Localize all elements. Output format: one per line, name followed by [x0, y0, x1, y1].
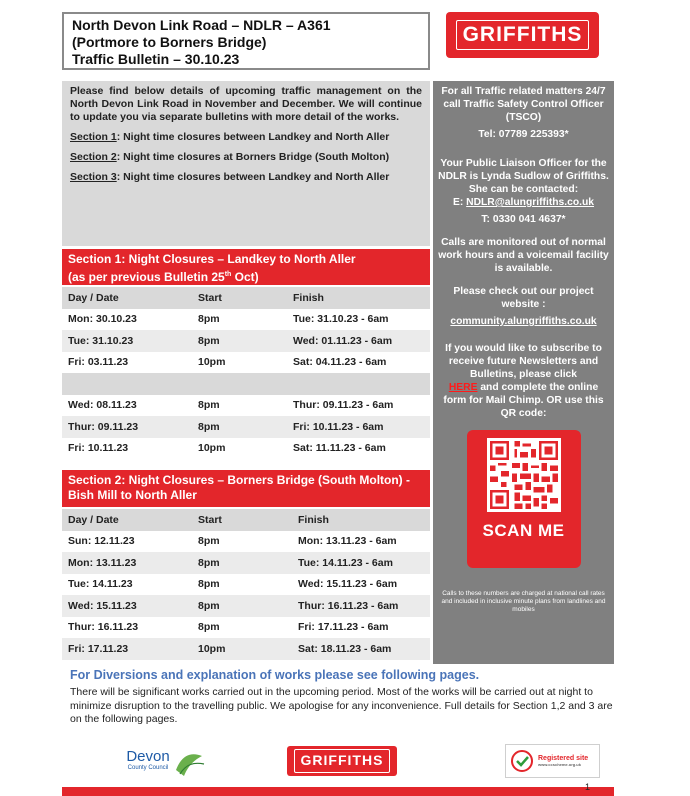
finish-cell — [287, 373, 430, 395]
day-date-cell: Wed: 15.11.23 — [62, 595, 192, 617]
finish-cell: Fri: 10.11.23 - 6am — [287, 416, 430, 438]
column-header: Finish — [287, 287, 430, 309]
column-header: Day / Date — [62, 509, 192, 531]
subscribe-text-2: and complete the online form for Mail Chimp. OR use this QR code: — [443, 382, 604, 419]
start-cell: 10pm — [192, 638, 292, 660]
intro-section-3 — [70, 171, 422, 184]
intro-paragraph: Please find below details of upcoming traffic management on the North Devon Link Road in November and December. We will continue to update you via separate bulletins with more detail of the works. — [70, 85, 422, 123]
day-date-cell: Mon: 13.11.23 — [62, 552, 192, 574]
start-cell: 8pm — [192, 330, 287, 352]
day-date-cell: Thur: 09.11.23 — [62, 416, 192, 438]
section-3-label: Section 3 — [70, 171, 117, 183]
start-cell: 8pm — [192, 595, 292, 617]
registered-site-label: Registered site — [538, 755, 589, 762]
diversions-text: There will be significant works carried out in the upcoming period. Most of the works will be carried out at night to minimize disruption to the travelling public. We apologise for any inconvenience. Full details for Section 1,2 and 3 are on the following pages. — [70, 686, 613, 725]
devon-wordmark: Devon — [126, 748, 170, 765]
plo-email-line — [437, 196, 610, 209]
column-header: Start — [192, 287, 287, 309]
devon-county-council-logo — [118, 748, 208, 778]
project-website-link[interactable]: community.alungriffiths.co.uk — [450, 316, 597, 327]
day-date-cell — [62, 373, 192, 395]
start-cell: 10pm — [192, 352, 287, 374]
plo-text: Your Public Liaison Officer for the NDLR is Lynda Sudlow of Griffiths. She can be contacted: — [438, 158, 609, 195]
section-1-heading-part-c: Oct) — [231, 270, 259, 284]
column-header: Start — [192, 509, 292, 531]
contact-sidebar — [433, 81, 614, 664]
subscribe-here-link[interactable]: HERE — [448, 382, 478, 393]
table-row — [62, 531, 430, 553]
section-1-label: Section 1 — [70, 131, 117, 143]
table-row — [62, 330, 430, 352]
finish-cell: Sat: 11.11.23 - 6am — [287, 438, 430, 460]
day-date-cell: Fri: 17.11.23 — [62, 638, 192, 660]
finish-cell: Thur: 16.11.23 - 6am — [292, 595, 430, 617]
start-cell: 8pm — [192, 395, 287, 417]
section-1-heading-line-2 — [68, 267, 424, 285]
title-line-2: (Portmore to Borners Bridge) — [72, 34, 267, 50]
plo-email-link[interactable]: NDLR@alungriffiths.co.uk — [466, 197, 595, 208]
bulletin-title — [62, 12, 430, 70]
considerate-constructors-badge — [505, 744, 600, 778]
monitor-note: Calls are monitored out of normal work hours and a voicemail facility is available. — [438, 237, 609, 274]
section-1-heading-sup: th — [224, 271, 232, 278]
table-row — [62, 309, 430, 331]
column-header: Day / Date — [62, 287, 192, 309]
start-cell: 8pm — [192, 416, 287, 438]
start-cell: 8pm — [192, 531, 292, 553]
section-2-heading: Section 2: Night Closures – Borners Bridge (South Molton) - Bish Mill to North Aller — [62, 470, 430, 507]
griffiths-footer-logo-text: GRIFFITHS — [300, 752, 384, 768]
traffic-contact — [437, 85, 610, 141]
griffiths-footer-logo — [287, 746, 397, 776]
intro-section-1 — [70, 131, 422, 144]
table-row — [62, 617, 430, 639]
finish-cell: Wed: 01.11.23 - 6am — [287, 330, 430, 352]
day-date-cell: Sun: 12.11.23 — [62, 531, 192, 553]
table-row — [62, 438, 430, 460]
griffiths-logo — [446, 12, 599, 58]
section-1-heading-part-b: (as per previous Bulletin 25 — [68, 270, 225, 284]
finish-cell: Thur: 09.11.23 - 6am — [287, 395, 430, 417]
ccs-url: www.ccscheme.org.uk — [538, 762, 581, 767]
table-row — [62, 574, 430, 596]
tsco-phone: Tel: 07789 225393* — [478, 129, 569, 140]
start-cell: 10pm — [192, 438, 287, 460]
qr-code-card[interactable] — [467, 430, 581, 568]
finish-cell: Tue: 14.11.23 - 6am — [292, 552, 430, 574]
intro-panel — [62, 81, 430, 246]
table-header-row — [62, 509, 430, 531]
plo-contact — [437, 157, 610, 226]
start-cell: 8pm — [192, 552, 292, 574]
table-row — [62, 595, 430, 617]
footer-bar — [62, 787, 614, 796]
day-date-cell: Thur: 16.11.23 — [62, 617, 192, 639]
finish-cell: Tue: 31.10.23 - 6am — [287, 309, 430, 331]
spacer-row — [62, 373, 430, 395]
email-prefix: E: — [452, 197, 467, 208]
title-line-1: North Devon Link Road – NDLR – A361 — [72, 17, 331, 33]
finish-cell: Wed: 15.11.23 - 6am — [292, 574, 430, 596]
diversions-title: For Diversions and explanation of works please see following pages. — [70, 668, 480, 682]
county-council-wordmark: County Council — [127, 765, 169, 771]
qr-code-icon[interactable] — [487, 438, 561, 512]
title-line-3: Traffic Bulletin – 30.10.23 — [72, 51, 240, 67]
website-text: Please check out our project website : — [453, 286, 594, 310]
start-cell — [192, 373, 287, 395]
subscribe-block — [437, 342, 610, 420]
scan-me-label: SCAN ME — [482, 521, 565, 540]
day-date-cell: Tue: 31.10.23 — [62, 330, 192, 352]
section-1-text: : Night time closures between Landkey and North Aller — [116, 131, 390, 143]
finish-cell: Sat: 04.11.23 - 6am — [287, 352, 430, 374]
subscribe-text-1: If you would like to subscribe to receive future Newsletters and Bulletins, please click — [445, 343, 602, 380]
day-date-cell: Tue: 14.11.23 — [62, 574, 192, 596]
griffiths-logo-text: GRIFFITHS — [462, 23, 583, 46]
section-2-label: Section 2 — [70, 151, 117, 163]
finish-cell: Fri: 17.11.23 - 6am — [292, 617, 430, 639]
start-cell: 8pm — [192, 309, 287, 331]
section-1-heading — [62, 249, 430, 285]
table-row — [62, 416, 430, 438]
section-1-heading-line-1: Section 1: Night Closures – Landkey to North Aller — [68, 252, 356, 266]
day-date-cell: Fri: 03.11.23 — [62, 352, 192, 374]
start-cell: 8pm — [192, 617, 292, 639]
day-date-cell: Fri: 10.11.23 — [62, 438, 192, 460]
table-row — [62, 395, 430, 417]
day-date-cell: Mon: 30.10.23 — [62, 309, 192, 331]
column-header: Finish — [292, 509, 430, 531]
section-2-text: : Night time closures at Borners Bridge (South Molton) — [116, 151, 390, 163]
page-number: 1 — [585, 782, 591, 792]
section-1-table — [62, 287, 430, 459]
traffic-contact-title: For all Traffic related matters 24/7 call Traffic Safety Control Officer (TSCO) — [441, 86, 606, 123]
website-block — [437, 285, 610, 328]
finish-cell: Mon: 13.11.23 - 6am — [292, 531, 430, 553]
day-date-cell: Wed: 08.11.23 — [62, 395, 192, 417]
ccs-check-icon — [510, 749, 534, 773]
section-2-table — [62, 509, 430, 660]
section-3-text: : Night time closures between Landkey and North Aller — [116, 171, 390, 183]
table-header-row — [62, 287, 430, 309]
table-row — [62, 352, 430, 374]
call-charge-note: Calls to these numbers are charged at national call rates and included in inclusive minute plans from landlines and mobiles — [441, 590, 606, 613]
finish-cell: Sat: 18.11.23 - 6am — [292, 638, 430, 660]
table-row — [62, 552, 430, 574]
table-row — [62, 638, 430, 660]
intro-section-2 — [70, 151, 422, 164]
plo-phone: T: 0330 041 4637* — [481, 214, 566, 225]
start-cell: 8pm — [192, 574, 292, 596]
